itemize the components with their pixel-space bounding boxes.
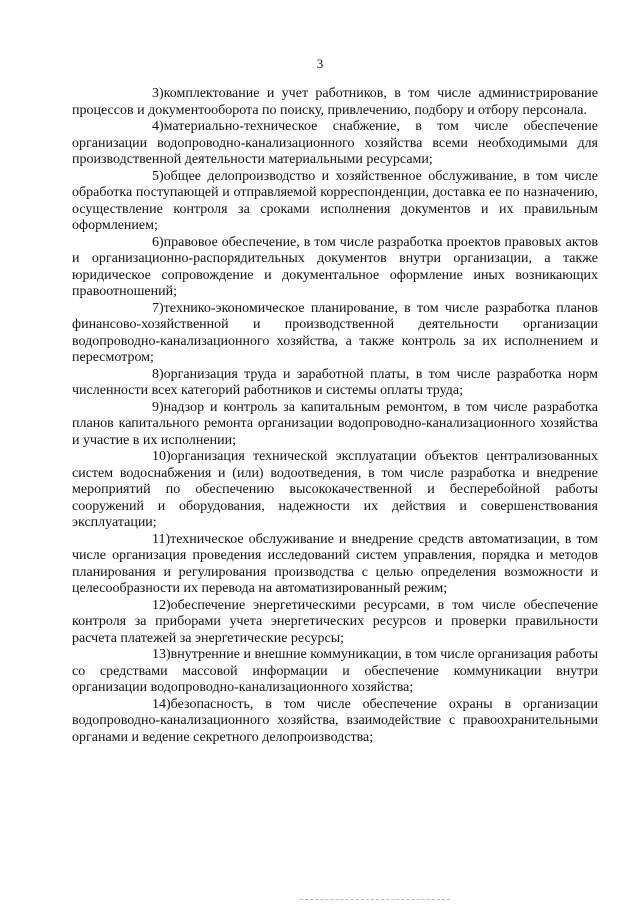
list-item (72, 532, 598, 598)
list-item-text: материально-техническое снабжение, в том числе обеспечение организации водопроводно-канализационного хозяйства всеми необходимыми для производственной деятельности материальными ресурсами; (72, 119, 598, 167)
list-item (72, 449, 598, 532)
list-item-number: 11) (152, 531, 171, 547)
list-item-text: общее делопроизводство и хозяйственное обслуживание, в том числе обработка поступающей и отправляемой корреспонденции, доставка ее по назначению, осуществление контроля за сроками исполнения документов и их правильным оформлением; (72, 168, 598, 233)
list-item (72, 400, 598, 450)
list-item-text: организация труда и заработной платы, в том числе разработка норм численности всех категорий работников и системы оплаты труда; (72, 366, 598, 398)
list-item (72, 119, 598, 169)
list-item-number: 8) (152, 366, 164, 382)
list-item-text: безопасность, в том числе обеспечение охраны в организации водопроводно-канализационного хозяйства, взаимодействие с правоохранительными органами и ведение секретного делопроизводства; (72, 696, 598, 745)
list-item-number: 6) (152, 234, 164, 250)
list-item-number: 10) (152, 449, 171, 464)
list-item (72, 367, 598, 400)
list-item-number: 12) (152, 597, 171, 613)
list-item-text: надзор и контроль за капитальным ремонтом, в том числе разработка планов капитального ремонта организации водопроводно-канализационного хозяйства и участие в их исполнении; (72, 399, 598, 448)
list-item-number: 13) (152, 647, 171, 662)
list-item (72, 169, 598, 235)
list-item (72, 301, 598, 367)
list-item-number: 9) (152, 399, 164, 415)
list-item-text: комплектование и учет работников, в том числе администрирование процессов и документооборота по поиску, привлечению, подбору и отбору персонала. (72, 86, 598, 118)
list-item-text: техническое обслуживание и внедрение средств автоматизации, в том числе организация проведения исследований систем управления, порядка и методов планирования и регулирования производства с целью определения возможности и целесообразности их перевода на автоматизированный режим; (72, 531, 598, 596)
list-item-text: обеспечение энергетическими ресурсами, в том числе обеспечение контроля за приборами учета энергетических ресурсов и проверки правильности расчета платежей за энергетические ресурсы; (72, 597, 598, 646)
list-item (72, 86, 598, 119)
list-item (72, 235, 598, 301)
scan-artifact-line (300, 899, 450, 901)
list-item-text: внутренние и внешние коммуникации, в том числе организация работы со средствами массовой информации и обеспечение коммуникации внутри организации водопроводно-канализационного хозяйства; (72, 647, 598, 695)
list-item (72, 697, 598, 747)
document-body (72, 86, 598, 746)
list-item-text: правовое обеспечение, в том числе разработка проектов правовых актов и организационно-распорядительных документов внутри организации, а также юридическое сопровождение и документальное оформление иных возникающих правоотношений; (72, 234, 598, 299)
list-item-text: технико-экономическое планирование, в том числе разработка планов финансово-хозяйственной и производственной деятельности организации водопроводно-канализационного хозяйства, а также контроль за их исполнением и пересмотром; (72, 300, 598, 365)
list-item (72, 598, 598, 648)
page-number: 3 (316, 56, 324, 71)
list-item-number: 14) (152, 696, 171, 712)
list-item-number: 5) (152, 168, 164, 184)
list-item (72, 647, 598, 697)
list-item-text: организация технической эксплуатации объектов централизованных систем водоснабжения и (или) водоотведения, в том числе разработка и внедрение мероприятий по обеспечению высококачественной и бесперебойной работы сооружений и оборудования, надежности их действия и совершенствования эксплуатации; (72, 449, 598, 530)
list-item-number: 7) (152, 300, 164, 316)
list-item-number: 4) (152, 119, 164, 134)
list-item-number: 3) (152, 86, 164, 101)
